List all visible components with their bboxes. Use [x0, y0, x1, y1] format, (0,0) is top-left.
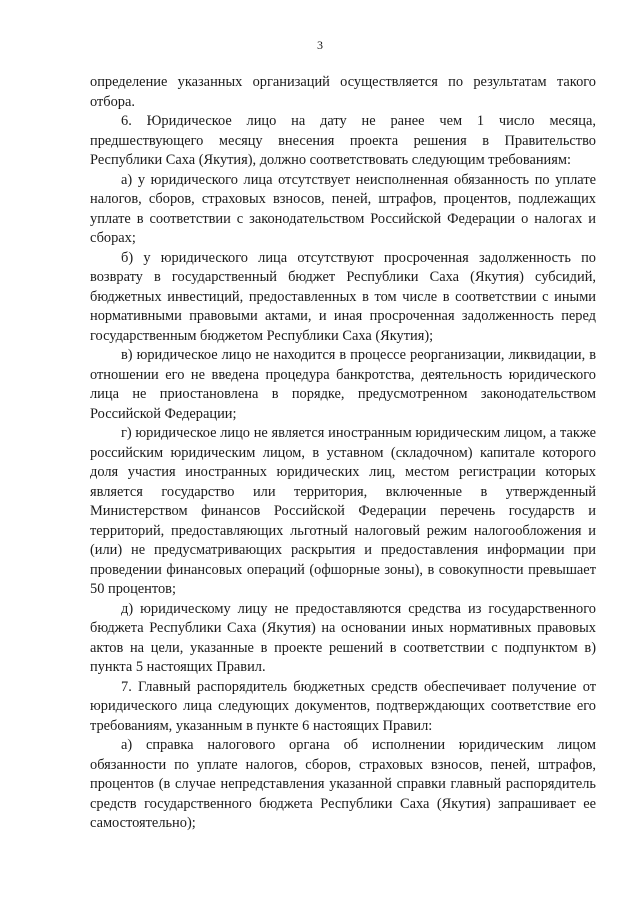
paragraph-item-7a: а) справка налогового органа об исполнении юридическим лицом обязанности по уплате налогов, сборов, страховых взносов, пеней, штрафов, процентов (в случае непредставления указанной справки главный распорядитель средств государственного бюджета Республики Саха (Якутия) запрашивает ее самостоятельно); [90, 737, 596, 831]
paragraph-item-6: 6. Юридическое лицо на дату не ранее чем 1 число месяца, предшествующего месяцу внесения проекта решения в Правительство Республики Саха (Якутия), должно соответствовать следующим требованиям: [90, 113, 596, 168]
paragraph-item-7: 7. Главный распорядитель бюджетных средств обеспечивает получение от юридического лица следующих документов, подтверждающих соответствие его требованиям, указанным в пункте 6 настоящих Правил: [90, 678, 596, 734]
paragraph-item-6g: г) юридическое лицо не является иностранным юридическим лицом, а также российским юридическим лицом, в уставном (складочном) капитале которого доля участия иностранных юридических лиц, местом регистрации которых является государство или территория, включенные в утвержденный Министерством финансов Российской Федерации перечень государств и территорий, предоставляющих льготный налоговый режим налогообложения и (или) не предусматривающих раскрытия и предоставления информации при проведении финансовых операций (офшорные зоны), в совокупности превышает 50 процентов; [90, 425, 596, 597]
paragraph-item-6b: б) у юридического лица отсутствуют просроченная задолженность по возврату в государственный бюджет Республики Саха (Якутия) субсидий, бюджетных инвестиций, предоставленных в том числе в соответствии с иными нормативными правовыми актами, и иная просроченная задолженность перед государственным бюджетом Республики Саха (Якутия); [90, 249, 596, 344]
paragraph-item-6d: д) юридическому лицу не предоставляются средства из государственного бюджета Республики Саха (Якутия) на основании иных нормативных правовых актов на цели, указанные в проекте решений в соответствии с подпунктом в) пункта 5 настоящих Правил. [90, 600, 596, 675]
paragraph-item-6v: в) юридическое лицо не находится в процессе реорганизации, ликвидации, в отношении его не введена процедура банкротства, деятельность юридического лица не приостановлена в порядке, предусмотренном законодательством Российской Федерации; [90, 347, 596, 422]
page-number: 3 [317, 38, 323, 52]
paragraph-item-6a: а) у юридического лица отсутствует неисполненная обязанность по уплате налогов, сборов, страховых взносов, пеней, штрафов, процентов, подлежащих уплате в соответствии с законодательством Российской Федерации о налогах и сборах; [90, 171, 596, 246]
paragraph-continuation: определение указанных организаций осуществляется по результатам такого отбора. [90, 74, 596, 110]
document-body [90, 73, 596, 834]
